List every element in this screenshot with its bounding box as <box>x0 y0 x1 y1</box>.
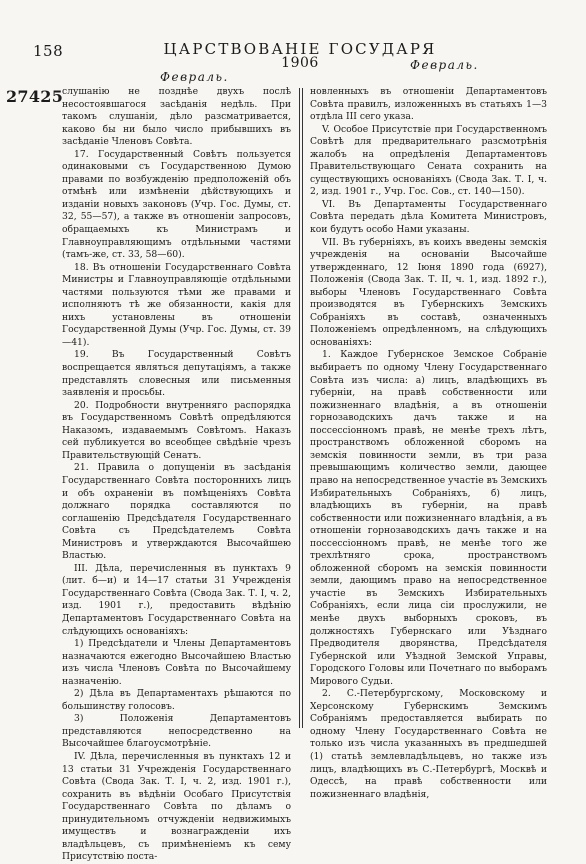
paragraph: 2. С.-Петербургскому, Московскому и Херсонскому Губернскимъ Земскимъ Собраніямъ предоставляется выбирать по одному Члену Государственнаго Совѣта не только изъ числа указанныхъ въ предшедшей (1) статьѣ землевладѣльцевъ, но также изъ лицъ, владѣющихъ въ С.-Петербургѣ, Москвѣ и Одессѣ, на правѣ собственности или пожизненнаго владѣнія, <box>310 688 547 800</box>
paragraph: 2) Дѣла въ Департаментахъ рѣшаются по большинству голосовъ. <box>62 688 291 712</box>
paragraph: VII. Въ губерніяхъ, въ коихъ введены земскія учрежденія на основаніи Высочайше утвержденнаго, 12 Іюня 1890 года (6927), Положенія (Свода Зак. Т. II, ч. 1, изд. 1892 г.), выборы Членовъ Государственнаго Совѣта производятся въ Губернскихъ Земскихъ Собраніяхъ въ составѣ, означенныхъ Положеніемъ опредѣленномъ, на слѣдующихъ основаніяхъ: <box>310 236 547 348</box>
paragraph: слушанію не позднѣе двухъ послѣ несостоявшагося засѣданія недѣль. При такомъ слушаніи, дѣло разсматривается, каково бы ни было число прибывшихъ въ засѣданіе Членовъ Совѣта. <box>62 86 291 148</box>
left-column <box>62 86 291 864</box>
column-divider <box>299 88 300 728</box>
paragraph: 1) Предсѣдатели и Члены Департаментовъ назначаются ежегодно Высочайшею Властью изъ числа Членовъ Совѣта по Высочайшему назначенію. <box>62 638 291 687</box>
margin-number: 27425 <box>6 87 64 106</box>
month-left: Февраль. <box>160 70 229 84</box>
year: 1906 <box>281 55 319 71</box>
paragraph: 19. Въ Государственный Совѣтъ воспрещается являться депутаціямъ, а также представлять словесныя или письменныя заявленія и просьбы. <box>62 349 291 399</box>
paragraph: V. Особое Присутствіе при Государственномъ Совѣтѣ для предварительнаго разсмотрѣнія жалобъ на опредѣленія Департаментовъ Правительствующаго Сената сохранить на существующихъ основаніяхъ (Свода Зак. Т. I, ч. 2, изд. 1901 г., Учр. Гос. Сов., ст. 140—150). <box>310 123 547 198</box>
paragraph: 17. Государственный Совѣтъ пользуется одинаковыми съ Государственною Думою правами по возбужденію предположеній объ отмѣнѣ или измѣненіи дѣйствующихъ и изданіи новыхъ законовъ (Учр. Гос. Думы, ст. 32, 55—57), а также въ отношеніи запросовъ, обращаемыхъ къ Министрамъ и Главноуправляющимъ отдѣльными частями (тамъ-же, ст. 33, 58—60). <box>62 148 291 261</box>
paragraph: 18. Въ отношеніи Государственнаго Совѣта Министры и Главноуправляющіе отдѣльными частями пользуются тѣми же правами и исполняютъ тѣ же обязанности, какія для нихъ установлены въ отношеніи Государственной Думы (Учр. Гос. Думы, ст. 39—41). <box>62 261 291 348</box>
paragraph: 1. Каждое Губернское Земское Собраніе выбираетъ по одному Члену Государственнаго Совѣта изъ числа: а) лицъ, владѣющихъ въ губерніи, на правѣ собственности или пожизненнаго владѣнія, а въ отношеніи горнозаводскихъ дачъ также и на поссессіонномъ правѣ, не менѣе трехъ лѣтъ, пространствомъ обложенной сборомъ на земскія повинности земли, въ три раза превышающимъ количество земли, дающее право на непосредственное участіе въ Земскихъ Избирательныхъ Собраніяхъ, б) лицъ, владѣющихъ въ губерніи, на правѣ собственности или пожизненнаго владѣнія, а въ отношеніи горнозаводскихъ дачъ также и на поссессіонномъ правѣ, не менѣе того же трехлѣтняго срока, пространствомъ обложенной сборомъ на земскія повинности земли, дающимъ право на непосредственное участіе въ Земскихъ Избирательныхъ Собраніяхъ, если лица сіи прослужили, не менѣе двухъ выборныхъ сроковъ, въ должностяхъ Губернскаго или Уѣзднаго Предводителя дворянства, Предсѣдателя Губернской или Уѣздной Земской Управы, Городского Головы или Почетнаго по выборамъ Мирового Судьи. <box>310 349 547 687</box>
paragraph: VI. Въ Департаменты Государственнаго Совѣта передать дѣла Комитета Министровъ, кои будутъ особо Нами указаны. <box>310 198 547 236</box>
column-divider <box>302 88 303 728</box>
paragraph: 20. Подробности внутренняго распорядка въ Государственномъ Совѣтѣ опредѣляются Наказомъ, издаваемымъ Совѣтомъ. Наказъ сей публикуется во всеобщее свѣдѣніе чрезъ Правительствующій Сенатъ. <box>62 399 291 461</box>
page-number: 158 <box>33 42 64 60</box>
month-right: Февраль. <box>410 58 479 72</box>
paragraph: IV. Дѣла, перечисленныя въ пунктахъ 12 и 13 статьи 31 Учрежденія Государственнаго Совѣта (Свода Зак. Т. I, ч. 2, изд. 1901 г.), сохранить въ вѣдѣніи Особаго Присутствія Государственнаго Совѣта по дѣламъ о принудительномъ отчужденіи недвижимыхъ имуществъ и вознагражденіи ихъ владѣльцевъ, съ примѣненіемъ къ сему Присутствію поста- <box>62 750 291 863</box>
paragraph: 3) Положенія Департаментовъ представляются непосредственно на Высочайшее благоусмотрѣніе. <box>62 713 291 750</box>
right-column <box>310 86 547 801</box>
paragraph: III. Дѣла, перечисленныя въ пунктахъ 9 (лит. б—и) и 14—17 статьи 31 Учрежденія Государственнаго Совѣта (Свода Зак. Т. I, ч. 2, изд. 1901 г.), предоставить вѣдѣнію Департаментовъ Государственнаго Совѣта на слѣдующихъ основаніяхъ: <box>62 562 291 637</box>
paragraph: 21. Правила о допущеніи въ засѣданія Государственнаго Совѣта постороннихъ лицъ и объ охраненіи въ помѣщеніяхъ Совѣта должнаго порядка составляются по соглашенію Предсѣдателя Государственнаго Совѣта съ Предсѣдателемъ Совѣта Министровъ и утверждаются Высочайшею Властью. <box>62 462 291 562</box>
running-title: ЦАРСТВОВАНІЕ ГОСУДАРЯ <box>163 40 437 58</box>
paragraph: новленныхъ въ отношеніи Департаментовъ Совѣта правилъ, изложенныхъ въ статьяхъ 1—3 отдѣла III сего указа. <box>310 86 547 123</box>
